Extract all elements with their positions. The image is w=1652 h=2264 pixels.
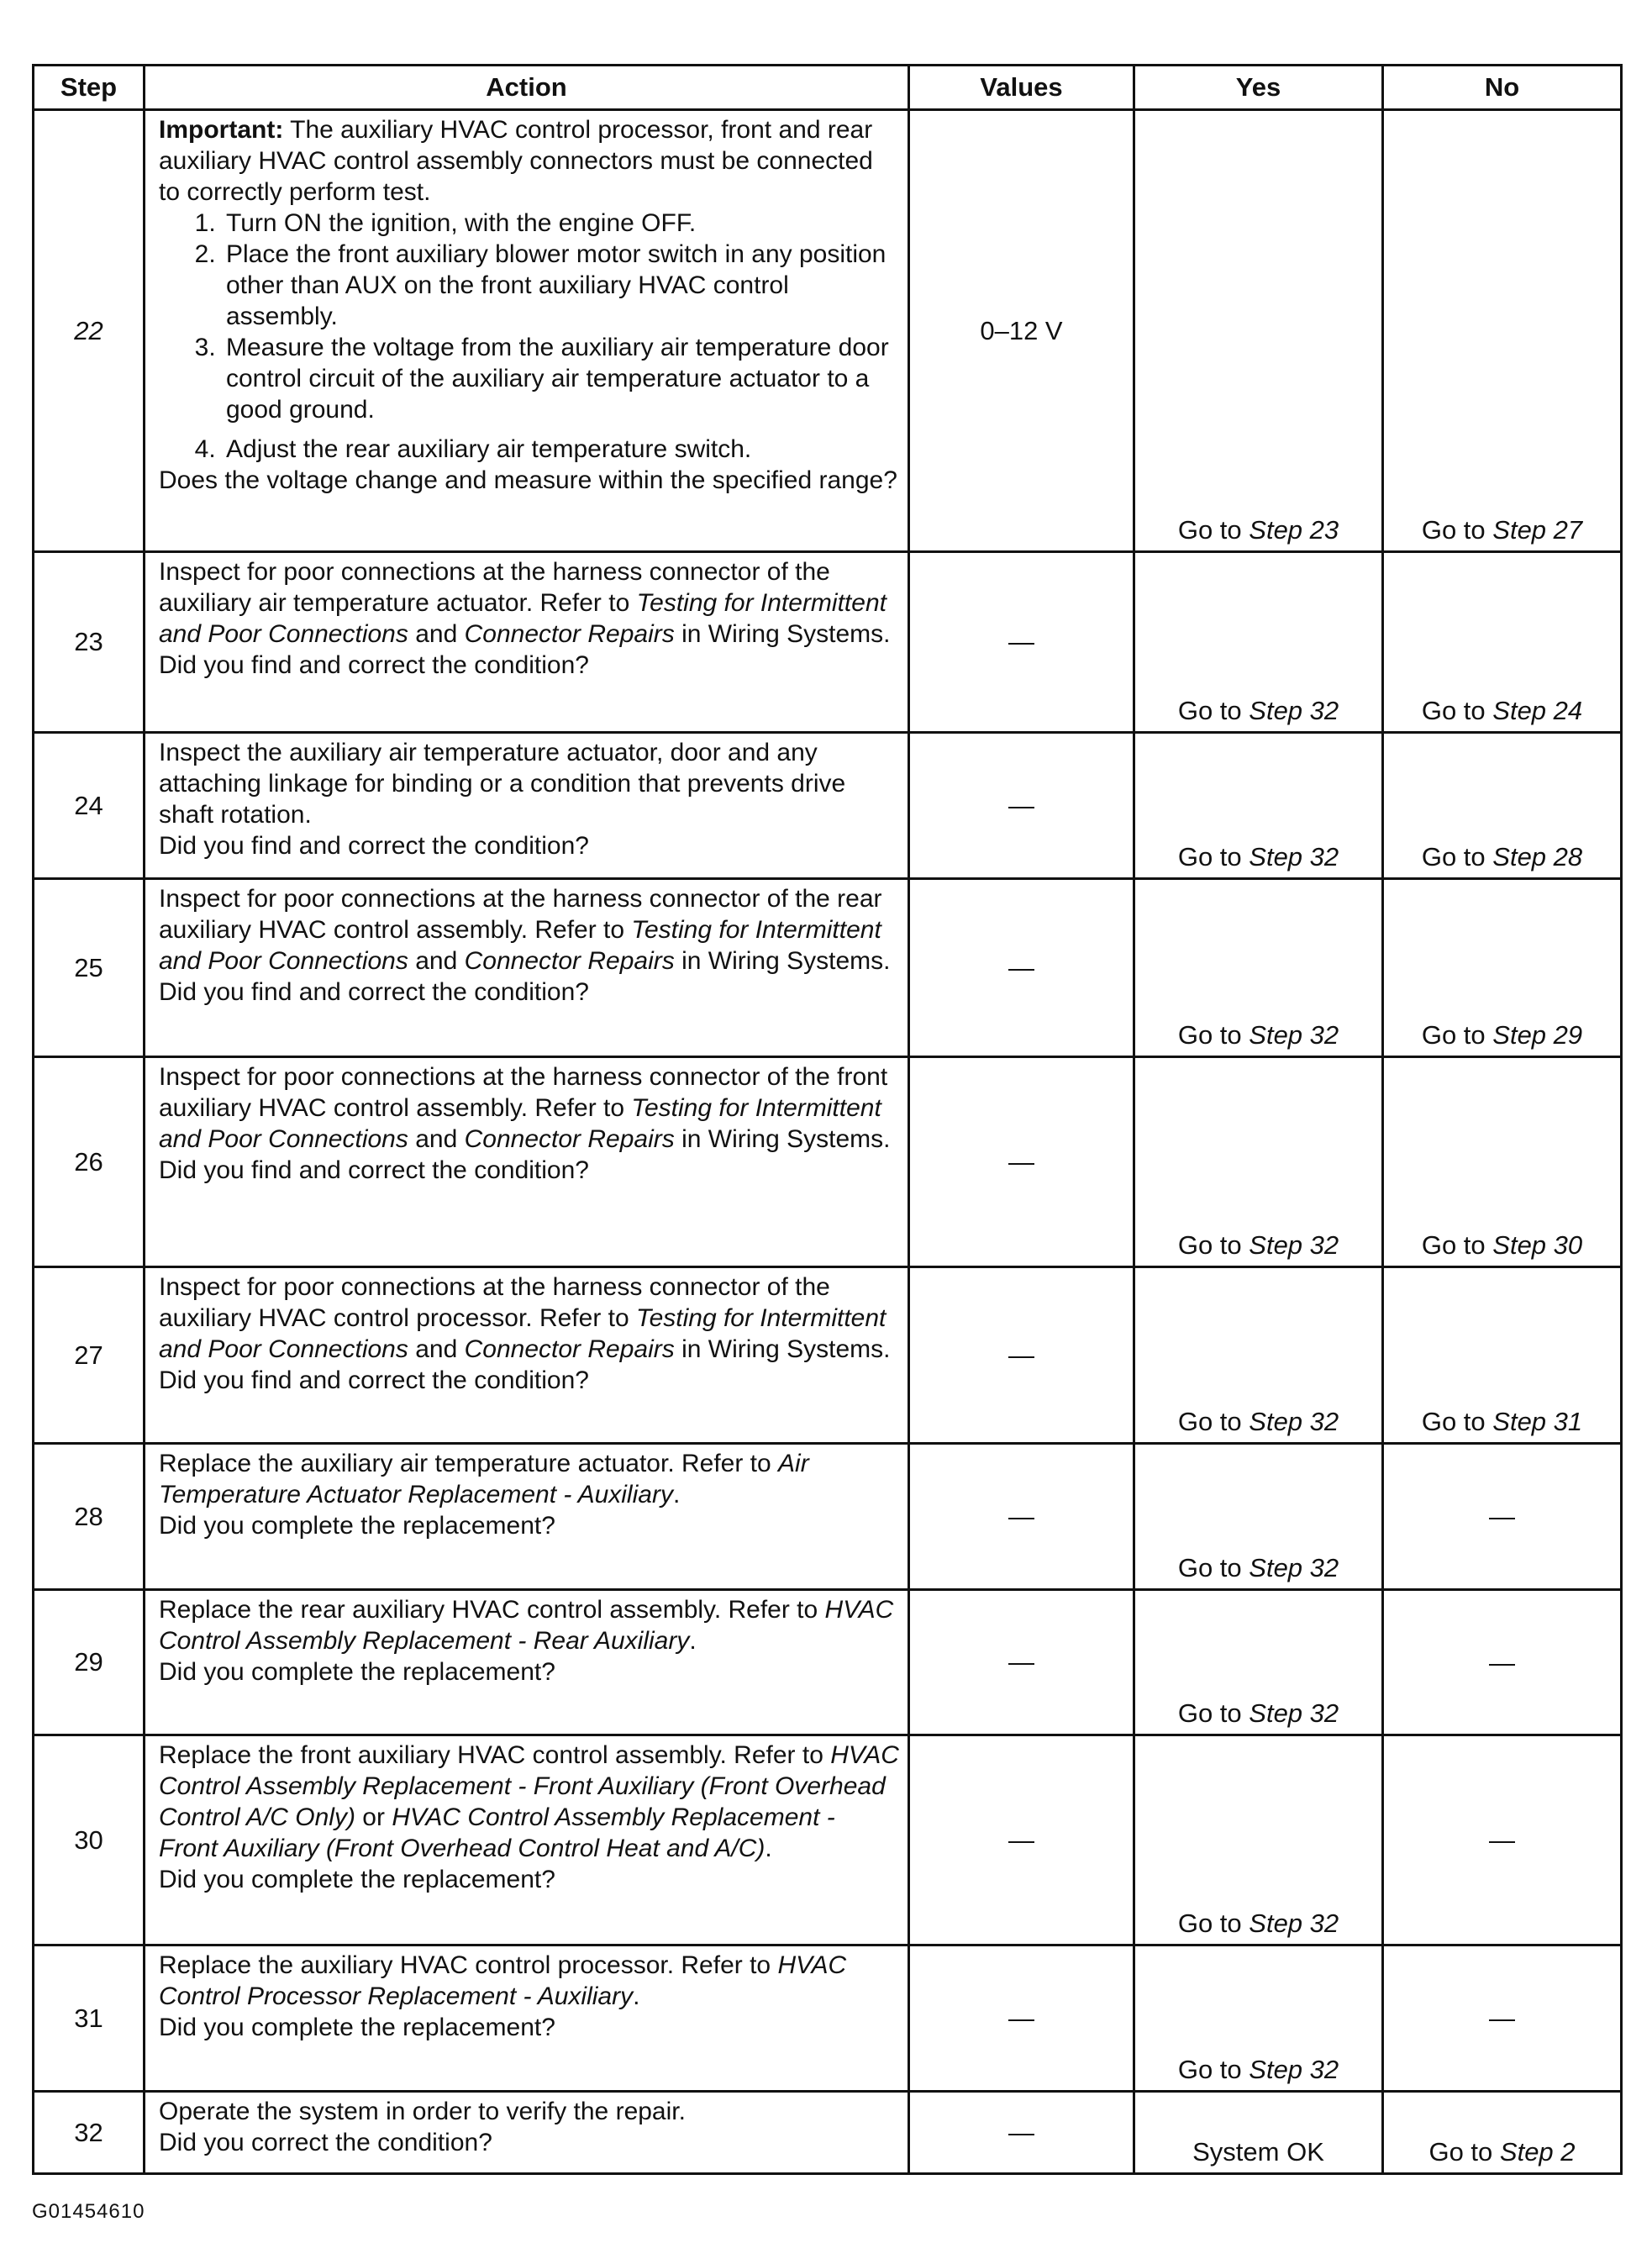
step-number: 29 bbox=[34, 1590, 145, 1735]
action-text: Replace the auxiliary air temperature actuator. Refer to Air Temperature Actuator Replacement - Auxiliary. bbox=[159, 1450, 809, 1508]
action-text: Inspect the auxiliary air temperature actuator, door and any attaching linkage for binding or a condition that prevents drive shaft rotation. bbox=[159, 739, 846, 829]
figure-code: G01454610 bbox=[32, 2200, 145, 2223]
important-note bbox=[159, 114, 899, 208]
question: Did you find and correct the condition? bbox=[159, 978, 589, 1006]
no-step-ref: Step 24 bbox=[1492, 696, 1583, 725]
reference-link: Air Temperature Actuator Replacement - Auxiliary bbox=[159, 1450, 809, 1508]
step-number: 27 bbox=[34, 1267, 145, 1444]
values-cell: 0–12 V bbox=[909, 110, 1134, 552]
yes-prefix: Go to bbox=[1177, 1020, 1250, 1050]
values-cell: — bbox=[909, 1735, 1134, 1945]
yes-step-ref: Step 32 bbox=[1249, 842, 1339, 871]
no-cell: — bbox=[1383, 1590, 1622, 1735]
question: Did you find and correct the condition? bbox=[159, 1156, 589, 1184]
header-values: Values bbox=[909, 66, 1134, 110]
reference-link: HVAC Control Assembly Replacement - Front Auxiliary (Front Overhead Control Heat and A/C) bbox=[159, 1803, 835, 1862]
yes-cell: System OK bbox=[1134, 2092, 1383, 2174]
no-step-ref: Step 30 bbox=[1492, 1230, 1583, 1260]
action-cell bbox=[145, 110, 909, 552]
yes-prefix: Go to bbox=[1177, 1230, 1250, 1260]
no-step-ref: Step 27 bbox=[1492, 515, 1583, 545]
yes-prefix: Go to bbox=[1177, 842, 1250, 871]
yes-step-ref: Step 32 bbox=[1249, 1698, 1339, 1728]
step-number: 26 bbox=[34, 1057, 145, 1267]
step-number: 23 bbox=[34, 552, 145, 733]
no-prefix: Go to bbox=[1428, 2137, 1500, 2167]
procedure-item: 4. Adjust the rear auxiliary air temperature switch. bbox=[223, 434, 899, 465]
action-cell bbox=[145, 1945, 909, 2092]
no-prefix: Go to bbox=[1421, 515, 1493, 545]
action-text: Replace the front auxiliary HVAC control assembly. Refer to HVAC Control Assembly Replacement - Front Auxiliary (Front Overhead Control A/C Only) or HVAC Control Assembly Replacement - Front Auxiliary (Front Overhead Control Heat and A/C). bbox=[159, 1741, 899, 1862]
procedure-item: 3. Measure the voltage from the auxiliary air temperature door control circuit of the auxiliary air temperature actuator to a good ground. bbox=[223, 332, 899, 425]
question: Did you complete the replacement? bbox=[159, 1866, 555, 1893]
action-cell bbox=[145, 1057, 909, 1267]
action-text: Operate the system in order to verify the repair. bbox=[159, 2098, 686, 2125]
question: Did you complete the replacement? bbox=[159, 1512, 555, 1540]
no-cell: — bbox=[1383, 1945, 1622, 2092]
yes-prefix: Go to bbox=[1177, 696, 1250, 725]
no-step-ref: Step 31 bbox=[1492, 1407, 1583, 1436]
action-cell bbox=[145, 1444, 909, 1590]
procedure-item: 1. Turn ON the ignition, with the engine OFF. bbox=[223, 208, 899, 239]
no-cell bbox=[1383, 1267, 1622, 1444]
question: Did you find and correct the condition? bbox=[159, 651, 589, 679]
question: Did you find and correct the condition? bbox=[159, 832, 589, 860]
step-number: 22 bbox=[34, 110, 145, 552]
action-cell bbox=[145, 733, 909, 879]
action-cell bbox=[145, 2092, 909, 2174]
no-prefix: Go to bbox=[1421, 842, 1493, 871]
question: Did you complete the replacement? bbox=[159, 2014, 555, 2041]
reference-link: Testing for Intermittent and Poor Connections bbox=[159, 1094, 881, 1153]
action-text: Replace the auxiliary HVAC control processor. Refer to HVAC Control Processor Replacement - Auxiliary. bbox=[159, 1951, 847, 2010]
no-prefix: Go to bbox=[1421, 1230, 1493, 1260]
values-cell: — bbox=[909, 1057, 1134, 1267]
header-row bbox=[34, 66, 1622, 110]
reference-link: HVAC Control Processor Replacement - Auxiliary bbox=[159, 1951, 847, 2010]
yes-step-ref: Step 32 bbox=[1249, 696, 1339, 725]
table-row-step-32 bbox=[34, 2092, 1622, 2174]
values-cell: — bbox=[909, 1267, 1134, 1444]
step-number: 32 bbox=[34, 2092, 145, 2174]
no-step-ref: Step 28 bbox=[1492, 842, 1583, 871]
step-number: 25 bbox=[34, 879, 145, 1057]
reference-link: Connector Repairs bbox=[464, 1125, 675, 1153]
no-cell: — bbox=[1383, 1444, 1622, 1590]
action-cell bbox=[145, 1267, 909, 1444]
no-cell: — bbox=[1383, 1735, 1622, 1945]
table-row-step-25 bbox=[34, 879, 1622, 1057]
table-row-step-24 bbox=[34, 733, 1622, 879]
header-yes: Yes bbox=[1134, 66, 1383, 110]
reference-link: Connector Repairs bbox=[464, 1335, 675, 1363]
step-number: 31 bbox=[34, 1945, 145, 2092]
action-cell bbox=[145, 1735, 909, 1945]
yes-cell bbox=[1134, 1735, 1383, 1945]
no-cell bbox=[1383, 2092, 1622, 2174]
yes-step-ref: Step 32 bbox=[1249, 1230, 1339, 1260]
yes-step-ref: Step 23 bbox=[1249, 515, 1339, 545]
yes-cell bbox=[1134, 1444, 1383, 1590]
yes-cell bbox=[1134, 552, 1383, 733]
yes-prefix: Go to bbox=[1177, 1407, 1250, 1436]
table-row-step-31 bbox=[34, 1945, 1622, 2092]
no-cell bbox=[1383, 552, 1622, 733]
step-number: 24 bbox=[34, 733, 145, 879]
reference-link: HVAC Control Assembly Replacement - Front Auxiliary (Front Overhead Control A/C Only) bbox=[159, 1741, 899, 1831]
reference-link: Testing for Intermittent and Poor Connections bbox=[159, 589, 887, 648]
yes-prefix: Go to bbox=[1177, 2055, 1250, 2084]
values-cell: — bbox=[909, 2092, 1134, 2174]
table-row-step-26 bbox=[34, 1057, 1622, 1267]
yes-cell bbox=[1134, 879, 1383, 1057]
yes-cell bbox=[1134, 1945, 1383, 2092]
action-text: Inspect for poor connections at the harness connector of the front auxiliary HVAC control assembly. Refer to Testing for Intermittent and Poor Connections and Connector Repairs in Wiring Systems. bbox=[159, 1063, 891, 1153]
table-row-step-29 bbox=[34, 1590, 1622, 1735]
action-text: Inspect for poor connections at the harness connector of the auxiliary air temperature actuator. Refer to Testing for Intermittent and Poor Connections and Connector Repairs in Wiring Systems. bbox=[159, 558, 891, 648]
action-text: Inspect for poor connections at the harness connector of the rear auxiliary HVAC control assembly. Refer to Testing for Intermittent and Poor Connections and Connector Repairs in Wiring Systems. bbox=[159, 885, 891, 975]
yes-step-ref: Step 32 bbox=[1249, 2055, 1339, 2084]
table-row-step-30 bbox=[34, 1735, 1622, 1945]
no-prefix: Go to bbox=[1421, 1407, 1493, 1436]
header-no: No bbox=[1383, 66, 1622, 110]
reference-link: Testing for Intermittent and Poor Connections bbox=[159, 1304, 887, 1363]
no-step-ref: Step 29 bbox=[1492, 1020, 1583, 1050]
reference-link: HVAC Control Assembly Replacement - Rear Auxiliary bbox=[159, 1596, 894, 1655]
yes-cell bbox=[1134, 110, 1383, 552]
no-cell bbox=[1383, 110, 1622, 552]
action-cell bbox=[145, 552, 909, 733]
no-cell bbox=[1383, 733, 1622, 879]
table-row-step-28 bbox=[34, 1444, 1622, 1590]
values-cell: — bbox=[909, 1590, 1134, 1735]
no-cell bbox=[1383, 879, 1622, 1057]
action-text: Replace the rear auxiliary HVAC control assembly. Refer to HVAC Control Assembly Replacement - Rear Auxiliary. bbox=[159, 1596, 894, 1655]
yes-cell bbox=[1134, 733, 1383, 879]
reference-link: Connector Repairs bbox=[464, 620, 675, 648]
question: Did you find and correct the condition? bbox=[159, 1366, 589, 1394]
step-number: 28 bbox=[34, 1444, 145, 1590]
procedure-list bbox=[159, 208, 899, 465]
table-row-step-22 bbox=[34, 110, 1622, 552]
values-cell: — bbox=[909, 733, 1134, 879]
yes-cell bbox=[1134, 1057, 1383, 1267]
question: Did you complete the replacement? bbox=[159, 1658, 555, 1686]
reference-link: Testing for Intermittent and Poor Connections bbox=[159, 916, 881, 975]
yes-step-ref: Step 32 bbox=[1249, 1020, 1339, 1050]
action-text: Inspect for poor connections at the harness connector of the auxiliary HVAC control processor. Refer to Testing for Intermittent and Poor Connections and Connector Repairs in Wiring Systems. bbox=[159, 1273, 891, 1363]
reference-link: Connector Repairs bbox=[464, 947, 675, 975]
yes-prefix: Go to bbox=[1177, 1909, 1250, 1938]
table-row-step-23 bbox=[34, 552, 1622, 733]
no-prefix: Go to bbox=[1421, 696, 1493, 725]
procedure-item: 2. Place the front auxiliary blower motor switch in any position other than AUX on the front auxiliary HVAC control assembly. bbox=[223, 239, 899, 332]
header-action: Action bbox=[145, 66, 909, 110]
important-text: The auxiliary HVAC control processor, front and rear auxiliary HVAC control assembly connectors must be connected to correctly perform test. bbox=[159, 116, 873, 206]
table-row-step-27 bbox=[34, 1267, 1622, 1444]
yes-step-ref: Step 32 bbox=[1249, 1407, 1339, 1436]
no-cell bbox=[1383, 1057, 1622, 1267]
question: Did you correct the condition? bbox=[159, 2129, 492, 2156]
yes-step-ref: Step 32 bbox=[1249, 1553, 1339, 1582]
action-cell bbox=[145, 1590, 909, 1735]
step-number: 30 bbox=[34, 1735, 145, 1945]
values-cell: — bbox=[909, 1444, 1134, 1590]
question: Does the voltage change and measure within the specified range? bbox=[159, 466, 897, 494]
yes-prefix: Go to bbox=[1177, 1553, 1250, 1582]
header-step: Step bbox=[34, 66, 145, 110]
yes-cell bbox=[1134, 1267, 1383, 1444]
no-step-ref: Step 2 bbox=[1499, 2137, 1576, 2167]
values-cell: — bbox=[909, 879, 1134, 1057]
diagnostic-table bbox=[32, 64, 1623, 2175]
yes-step-ref: Step 32 bbox=[1249, 1909, 1339, 1938]
important-label: Important: bbox=[159, 116, 284, 144]
values-cell: — bbox=[909, 552, 1134, 733]
yes-prefix: Go to bbox=[1177, 1698, 1250, 1728]
no-prefix: Go to bbox=[1421, 1020, 1493, 1050]
action-cell bbox=[145, 879, 909, 1057]
yes-cell bbox=[1134, 1590, 1383, 1735]
values-cell: — bbox=[909, 1945, 1134, 2092]
yes-prefix: Go to bbox=[1177, 515, 1250, 545]
